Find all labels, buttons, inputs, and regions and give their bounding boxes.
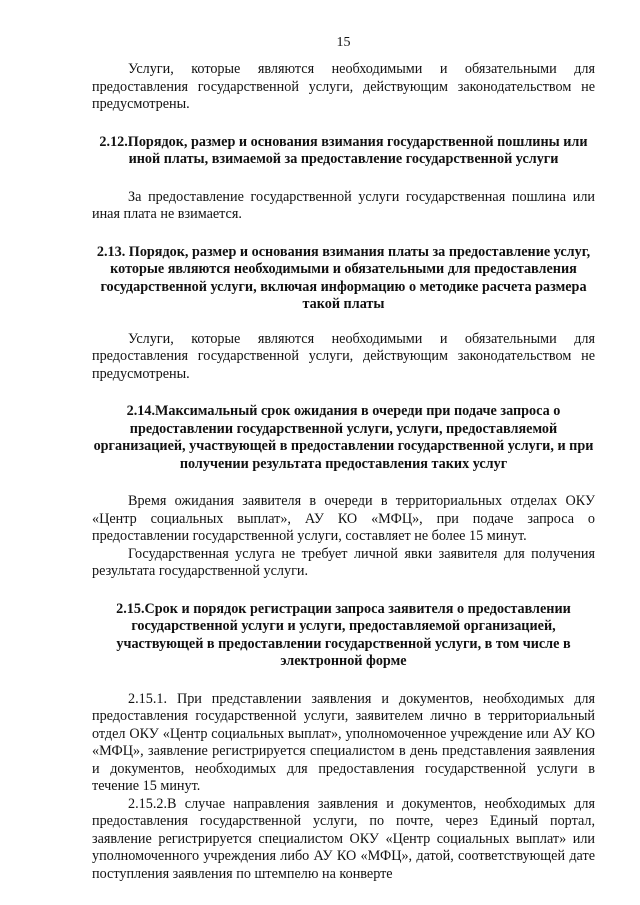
heading-2-14: 2.14.Максимальный срок ожидания в очереди при подаче запроса о предоставлении государственной услуги, услуги, предоставляемой организацией, участвующей в предоставлении государственной услуги, и при получении результата предоставления таких услуг bbox=[93, 403, 594, 472]
paragraph-services-not-provided: Услуги, которые являются необходимыми и обязательными для предоставления государственной услуги, действующим законодательством не предусмотрены. bbox=[92, 61, 595, 112]
heading-2-13: 2.13. Порядок, размер и основания взимания платы за предоставление услуг, которые являются необходимыми и обязательными для предоставления государственной услуги, включая информацию о методике расчета размера такой платы bbox=[96, 243, 591, 312]
paragraph-no-fee: За предоставление государственной услуги государственная пошлина или иная плата не взимается. bbox=[92, 188, 595, 222]
heading-2-12: 2.12.Порядок, размер и основания взимания государственной пошлины или иной платы, взимаемой за предоставление государственной услуги bbox=[99, 133, 588, 167]
paragraph-2-15-1: 2.15.1. При представлении заявления и документов, необходимых для предоставления государственной услуги, заявителем лично в территориальный отдел ОКУ «Центр социальных выплат», уполномоченное учреждение или АУ КО «МФЦ», заявление регистрируется специалистом в день представления заявления и документов, необходимых для предоставления государственной услуги в течение 15 минут. bbox=[92, 690, 595, 794]
paragraph-services-not-provided-2: Услуги, которые являются необходимыми и обязательными для предоставления государственной услуги, действующим законодательством не предусмотрены. bbox=[92, 330, 595, 382]
paragraph-no-personal-visit: Государственная услуга не требует личной явки заявителя для получения результата государственной услуги. bbox=[92, 545, 595, 579]
heading-2-15: 2.15.Срок и порядок регистрации запроса заявителя о предоставлении государственной услуги и услуги, предоставляемой организацией, участвующей в предоставлении государственной услуги, в том числе в электронной форме bbox=[116, 600, 571, 669]
paragraph-waiting-time: Время ожидания заявителя в очереди в территориальных отделах ОКУ «Центр социальных выплат», АУ КО «МФЦ», при подаче запроса о предоставлении государственной услуги, составляет не более 15 минут. bbox=[92, 493, 595, 544]
page-number: 15 bbox=[336, 35, 351, 50]
paragraph-2-15-2: 2.15.2.В случае направления заявления и документов, необходимых для предоставления государственной услуги, по почте, через Единый портал, заявление регистрируется специалистом ОКУ «Центр социальных выплат» или уполномоченного учреждения либо АУ КО «МФЦ», датой, соответствующей дате поступления заявления по штемпелю на конверте bbox=[92, 795, 595, 882]
